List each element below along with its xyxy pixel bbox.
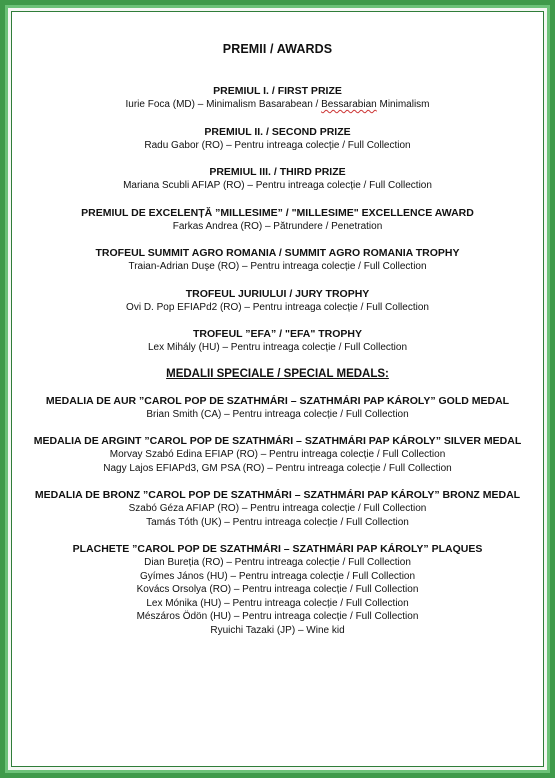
medal-winner: Gyímes János (HU) – Pentru intreaga colecție / Full Collection xyxy=(139,570,416,582)
jury-trophy-section xyxy=(12,287,543,315)
prize-heading: TROFEUL JURIULUI / JURY TROPHY xyxy=(185,287,370,300)
plaques-section xyxy=(12,542,543,637)
first-prize-section xyxy=(12,84,543,112)
medal-heading: MEDALIA DE BRONZ ”CAROL POP DE SZATHMÁRI – SZATHMÁRI PAP KÁROLY” BRONZ MEDAL xyxy=(34,489,521,501)
prize-heading: TROFEUL SUMMIT AGRO ROMANIA / SUMMIT AGRO ROMANIA TROPHY xyxy=(95,247,460,259)
prize-winner: Ovi D. Pop EFIAPd2 (RO) – Pentru intreaga colecție / Full Collection xyxy=(126,301,429,313)
gold-medal-section xyxy=(12,394,543,422)
prize-winner: Mariana Scubli AFIAP (RO) – Pentru intreaga colecție / Full Collection xyxy=(123,180,432,191)
document-page xyxy=(11,11,544,767)
prize-heading: TROFEUL ”EFA” / "EFA" TROPHY xyxy=(192,328,363,340)
awards-document xyxy=(12,42,543,650)
prize-winner xyxy=(12,98,543,112)
summit-agro-trophy-section xyxy=(12,246,543,274)
prize-winner: Farkas Andrea (RO) – Pătrundere / Penetration xyxy=(172,220,383,232)
medal-winner: Lex Mónika (HU) – Pentru intreaga colecție / Full Collection xyxy=(146,597,409,609)
prize-winner: Radu Gabor (RO) – Pentru intreaga colecție / Full Collection xyxy=(144,139,411,151)
medal-heading: MEDALIA DE AUR ”CAROL POP DE SZATHMÁRI – SZATHMÁRI PAP KÁROLY” GOLD MEDAL xyxy=(45,394,510,407)
silver-medal-section xyxy=(12,434,543,475)
prize-heading: PREMIUL II. / SECOND PRIZE xyxy=(204,125,351,138)
second-prize-section xyxy=(12,125,543,153)
medal-winner: Dian Bureția (RO) – Pentru intreaga colecție / Full Collection xyxy=(144,557,411,568)
medal-winner: Tamás Tóth (UK) – Pentru intreaga colecție / Full Collection xyxy=(146,516,409,528)
winner-text-end: Minimalism xyxy=(376,99,430,110)
prize-heading: PREMIUL III. / THIRD PRIZE xyxy=(209,166,346,178)
prize-heading: PREMIUL DE EXCELENȚĂ ”MILLESIME” / "MILLESIME" EXCELLENCE AWARD xyxy=(81,206,474,219)
efa-trophy-section xyxy=(12,327,543,355)
medal-heading: PLACHETE ”CAROL POP DE SZATHMÁRI – SZATHMÁRI PAP KÁROLY” PLAQUES xyxy=(72,543,483,555)
prize-winner: Traian-Adrian Duşe (RO) – Pentru intreaga colecție / Full Collection xyxy=(128,261,427,272)
spellcheck-flagged-word: Bessarabian xyxy=(321,99,377,110)
medal-winner: Mészáros Ödön (HU) – Pentru intreaga colecție / Full Collection xyxy=(136,611,419,622)
medal-winner: Ryuichi Tazaki (JP) – Wine kid xyxy=(210,624,345,636)
bronze-medal-section xyxy=(12,488,543,529)
medal-winner: Kovács Orsolya (RO) – Pentru intreaga colecție / Full Collection xyxy=(136,584,419,595)
winner-text-start: Iurie Foca (MD) – Minimalism Basarabean / xyxy=(125,99,322,110)
prize-heading: PREMIUL I. / FIRST PRIZE xyxy=(213,85,342,97)
medal-winner: Brian Smith (CA) – Pentru intreaga colecție / Full Collection xyxy=(146,408,409,420)
medal-winner: Szabó Géza AFIAP (RO) – Pentru intreaga colecție / Full Collection xyxy=(128,503,427,514)
special-medals-title: MEDALII SPECIALE / SPECIAL MEDALS: xyxy=(166,367,389,380)
medal-winner: Morvay Szabó Edina EFIAP (RO) – Pentru intreaga colecție / Full Collection xyxy=(109,449,446,460)
excellence-award-section xyxy=(12,206,543,234)
medal-heading: MEDALIA DE ARGINT ”CAROL POP DE SZATHMÁRI – SZATHMÁRI PAP KÁROLY” SILVER MEDAL xyxy=(33,435,522,447)
page-title: PREMII / AWARDS xyxy=(222,42,333,56)
third-prize-section xyxy=(12,165,543,193)
prize-winner: Lex Mihály (HU) – Pentru intreaga colecție / Full Collection xyxy=(148,342,407,353)
medal-winner: Nagy Lajos EFIAPd3, GM PSA (RO) – Pentru intreaga colecție / Full Collection xyxy=(103,462,452,474)
page-frame xyxy=(5,5,550,773)
